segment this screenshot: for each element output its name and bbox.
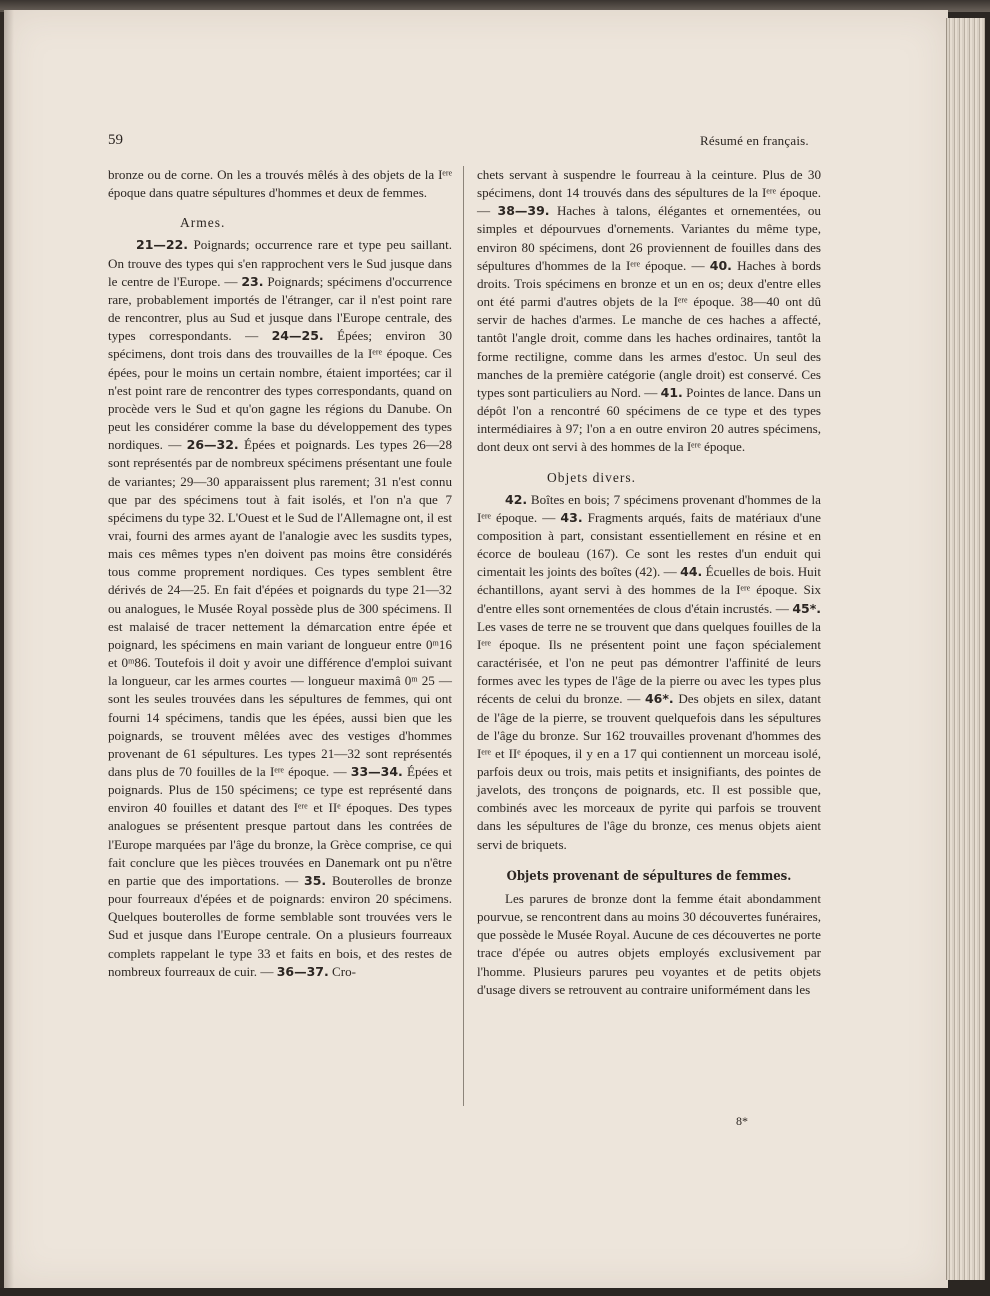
item-text: Épées; environ 30 spécimens, dont trois dans des trouvailles de la Iᵉʳᵉ époque. Ces épées, pour le moins un certain nombre, étaient importées; car il n'est point rare de rencontrer des types correspondants, quand on procède vers le Sud et qu'on gagne les régions du Danube. On peut les considérer comme la base du développement des types nordiques. —: [108, 328, 452, 453]
item-text: chets servant à suspendre le fourreau à la ceinture. Plus de 30 spécimens, dont 14 trouvés dans des sépultures de la Iᵉʳᵉ époque. —: [477, 167, 821, 219]
item-text: Bouterolles de bronze pour fourreaux d'épées et de poignards: environ 20 spécimens. Quelques bouterolles de forme semblable sont trouvées vers le Sud et jusque dans l'Europe centrale. On a plusieurs fourreaux complets rappelant le type 33 et faits en bois, et des restes de nombreux fourreaux de cuir. —: [108, 872, 452, 979]
subheading-objets-divers: Objets divers.: [547, 469, 636, 485]
item-text: Haches à bords droits. Trois spécimens en bronze et un en os; deux d'entre elles ont été parmi d'autres objets de la Iᵉʳᵉ époque. 38—40 ont dû servir de haches d'armes. Le manche de ces haches a affecté, tantôt l'angle droit, comme dans les haches ordinaires, tantôt la forme rectiligne, comme dans les armes d'estoc. Un seul des manches de la première catégorie (angle droit) est conservé. Ces types sont particuliers au Nord. —: [477, 257, 822, 400]
page-number: 59: [108, 132, 123, 148]
item-text: Écuelles de bois. Huit échantillons, ayant servi à des hommes de la Iᵉʳᵉ époque. Six d'entre elles sont ornementées de clous d'étain incrustés. —: [477, 564, 821, 616]
item-text: Poignards; occurrence rare et type peu saillant. On trouve des types qui s'en rapprochent vers le Sud jusque dans le centre de l'Europe. —: [108, 237, 452, 289]
item-number: 44.: [680, 564, 703, 580]
item-number: 24—25.: [271, 328, 324, 344]
item-text: Des objets en silex, datant de l'âge de la pierre, se trouvent quelquefois dans les sépultures de l'âge du bronze. Sur 162 trouvailles provenant d'hommes des Iᵉʳᵉ et IIᵉ époques, il y en a 17 qui contiennent un morceau isolé, parfois deux ou trois, mais petits et insignifiants, des pointes de javelots, des tronçons de poignards, etc. Il est possible que, combinés avec les morceaux de pyrite qui parfois se trouvent dans les sépultures de l'âge du bronze, ces menus objets aient servi de briquets.: [477, 691, 821, 852]
spine-shadow: [0, 10, 14, 1288]
item-number: 41.: [660, 384, 683, 400]
item-number: 35.: [304, 872, 327, 888]
paragraph-objets-divers: [477, 491, 821, 854]
paragraph-armes: [108, 236, 452, 980]
item-text: Les vases de terre ne se trouvent que dans quelques fouilles de la Iᵉʳᵉ époque. Ils ne présentent point une façon spécialement caractérisée, et l'on ne peut pas démontrer l'affinité de leurs formes avec les types de l'âge de la pierre ou avec les types plus récents de celui du bronze. —: [477, 618, 821, 707]
page-edges: [946, 18, 985, 1280]
left-column: [108, 166, 452, 981]
intro-paragraph: bronze ou de corne. On les a trouvés mêlés à des objets de la Iᵉʳᵉ époque dans quatre sépultures d'hommes et deux de femmes.: [108, 167, 452, 201]
section-heading-femmes: Objets provenant de sépultures de femmes.: [506, 868, 792, 884]
item-number: 45*.: [792, 600, 821, 616]
item-text: Épées et poignards. Les types 26—28 sont représentés par de nombreux spécimens présentant une foule de variantes; 29—30 apparaissent plus rarement; 31 n'est connu que par des spécimens tout à fait isolés, et l'on n'a que 7 spécimens du type 32. L'Ouest et le Sud de l'Allemagne ont, il est vrai, fourni des armes ayant de l'analogie avec les susdits types, mais ces mêmes types n'en doivent pas moins être considérés tous comme proprement nordiques. Ces types semblent être dérivés de 24—25. En fait d'épées et poignards du type 21—32 ou analogues, le Musée Royal possède plus de 300 spécimens. Il est malaisé de tracer nettement la démarcation entre épée et poignard, les spécimens en main variant de longueur entre 0ᵐ16 et 0ᵐ86. Toutefois il doit y avoir une différence d'emploi suivant la longueur, car les armes courtes — longueur maximâ 0ᵐ 25 — sont les seules trouvées dans les sépultures de femmes, qui ont fourni 14 spécimens, tandis que les épées, aussi bien que les poignards, se trouvent mêlées avec des vestiges d'hommes provenant de 61 sépultures. Les types 21—32 sont représentés dans plus de 70 fouilles de la Iᵉʳᵉ époque. —: [108, 437, 453, 779]
item-text: Pointes de lance. Dans un dépôt l'on a rencontré 60 spécimens de ce type et des types intermédiaires à 97; l'on a en outre environ 20 autres spécimens, dont deux ont servi à des hommes de la Iᵉʳᵉ époque.: [477, 384, 822, 455]
item-text: Cro-: [328, 963, 357, 979]
signature-mark: 8*: [736, 1114, 748, 1128]
paragraph-continued: [477, 166, 821, 457]
subheading-armes: Armes.: [180, 215, 226, 231]
item-number: 46*.: [644, 691, 674, 707]
item-number: 36—37.: [276, 963, 329, 979]
item-number: 40.: [709, 257, 732, 273]
item-number: 38—39.: [497, 203, 550, 219]
item-number: 33—34.: [350, 764, 403, 779]
paragraph-femmes: Les parures de bronze dont la femme était abondamment pourvue, se rencontrent dans au moins 30 découvertes funéraires, que possède le Musée Royal. Aucune de ces découvertes ne porte trace d'épée ou autres objets employés exclusivement par l'homme. Plusieurs parures peu voyantes et de petits objets d'usage divers se retrouvent au contraire uniformément dans les: [477, 890, 821, 997]
item-text: Poignards; spécimens d'occurrence rare, probablement importés de l'étranger, car il n'est point rare de rencontrer, plus au Sud et jusque dans l'Europe centrale, des types correspondants. —: [108, 273, 452, 344]
item-number: 26—32.: [186, 437, 239, 453]
right-column: [477, 166, 821, 999]
column-divider: [463, 166, 464, 1106]
item-number: 42.: [505, 491, 528, 507]
item-number: 21—22.: [136, 237, 189, 253]
item-text: Fragments arqués, faits de matériaux d'une composition à part, consistant essentiellement en résine et en écorce de bouleau (167). Ce sont les restes d'un enduit qui cimentait les joints des boîtes (42). —: [477, 509, 821, 580]
item-number: 43.: [560, 509, 583, 525]
item-number: 23.: [241, 273, 264, 289]
item-text: Épées et poignards. Plus de 150 spécimens; ce type est représenté dans environ 40 fouilles et datant des Iᵉʳᵉ et IIᵉ époques. Des types analogues se présentent presque partout dans les contrées de l'Europe marquées par l'âge du bronze, la Grèce comprise, ce qui fait conclure que les pièces trouvées en Danemark ont pu n'être en partie que des importations. —: [108, 764, 452, 888]
item-text: Haches à talons, élégantes et ornementées, ou simples et dépourvues d'ornements. Variantes du même type, environ 80 spécimens, dont 26 proviennent de fouilles dans des sépultures d'hommes de la Iᵉʳᵉ époque. —: [477, 203, 821, 273]
running-title: Résumé en français.: [700, 133, 809, 148]
item-text: Boîtes en bois; 7 spécimens provenant d'hommes de la Iᵉʳᵉ époque. —: [477, 491, 821, 525]
